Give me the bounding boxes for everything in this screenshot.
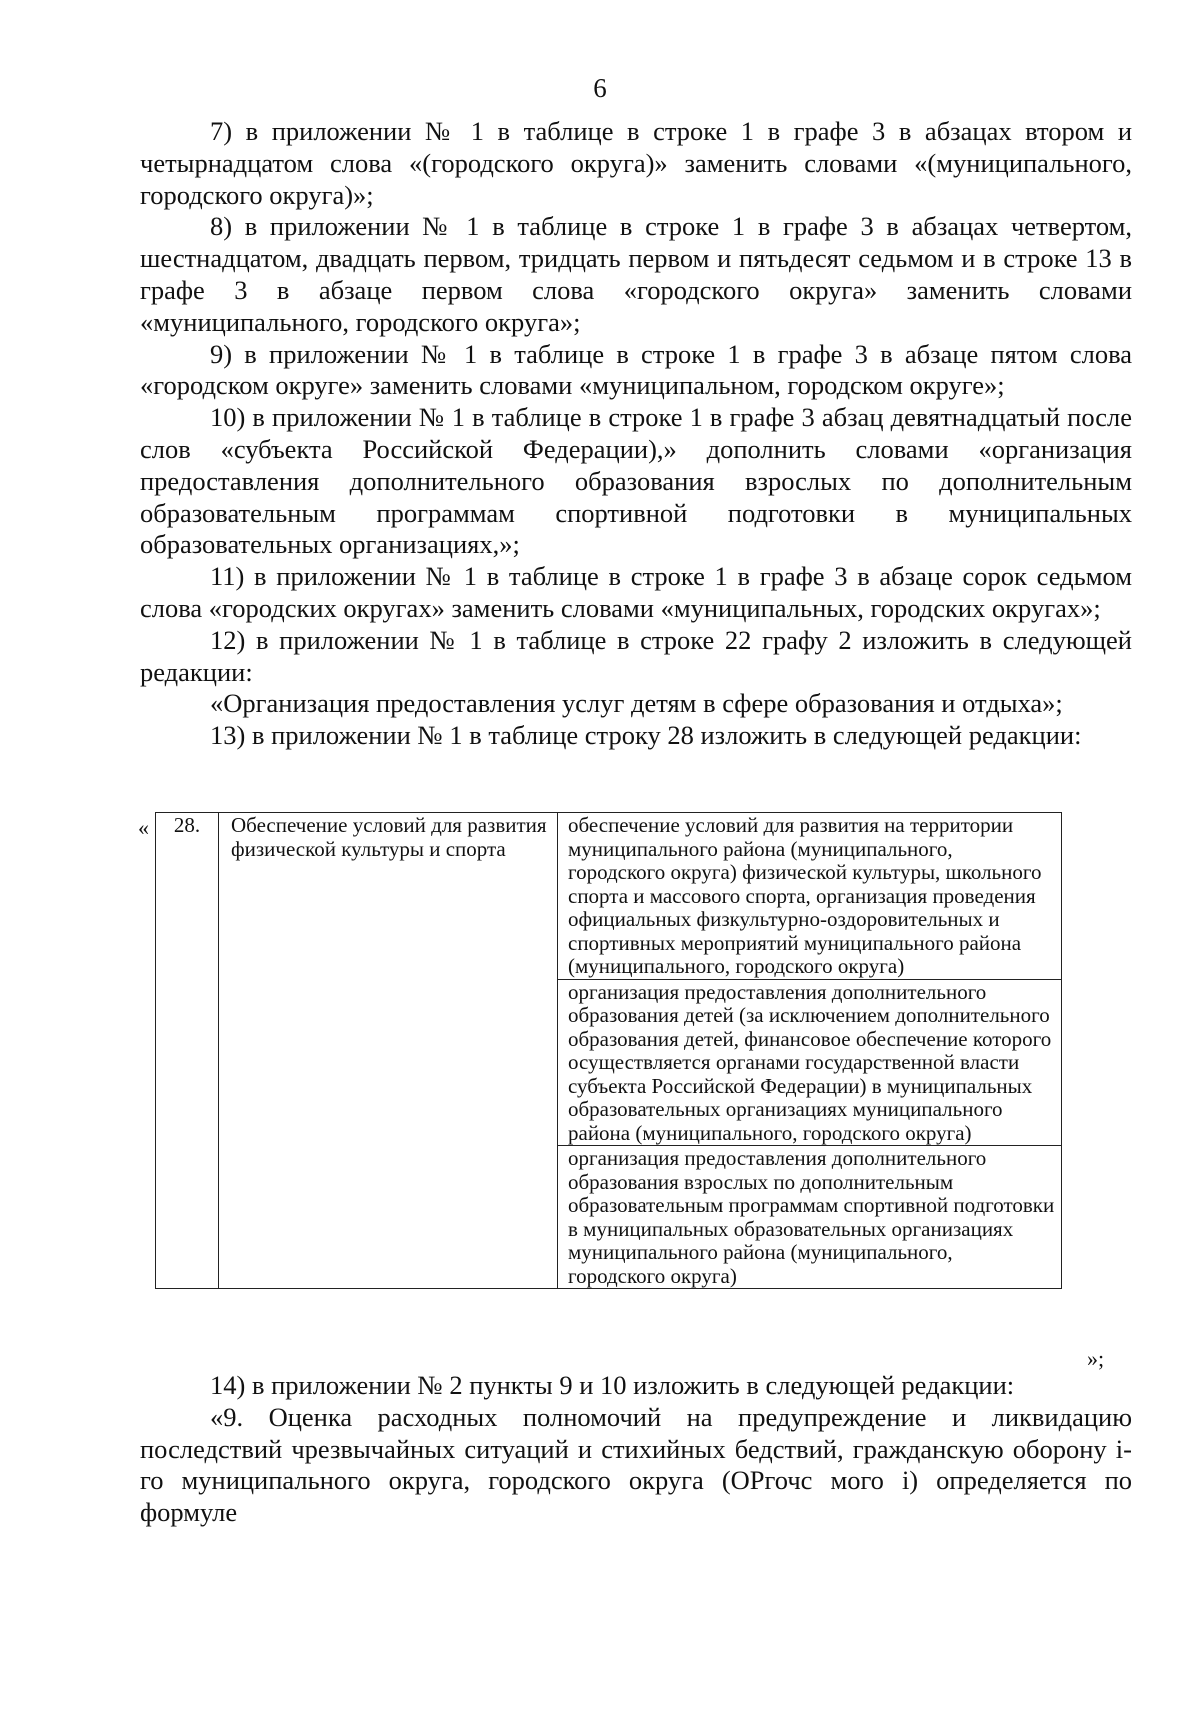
amendment-paragraph-8: 8) в приложении № 1 в таблице в строке 1 в графе 3 в абзацах четвертом, шестнадцатом, двадцать первом, тридцать первом и пятьдесят седьмом и в строке 13 в графе 3 в абзаце первом слова «городского округа» заменить словами «муниципального, городского округа»;: [140, 211, 1132, 337]
new-item-9-text: «9. Оценка расходных полномочий на предупреждение и ликвидацию последствий чрезвычайных ситуаций и стихийных бедствий, гражданскую оборону i-го муниципального округа, городского округа (ОРгочс мого i) определяется по формуле: [140, 1401, 1132, 1528]
powers-cell-2: организация предоставления дополнительного образования детей (за исключением дополнительного образования детей, финансовое обеспечение которого осуществляется органами государственной власти субъекта Российской Федерации) в муниципальных образовательных организациях муниципального района (муниципального, городского округа): [558, 979, 1062, 1146]
amendment-paragraph-14: 14) в приложении № 2 пункты 9 и 10 изложить в следующей редакции:: [210, 1370, 1015, 1400]
row-number-cell: 28.: [156, 813, 219, 1289]
powers-cell-3: организация предоставления дополнительного образования взрослых по дополнительным образовательным программам спортивной подготовки в муниципальных образовательных организациях муниципального района (муниципального, городского округа): [558, 1146, 1062, 1289]
page-number: 6: [593, 73, 607, 103]
table-close-quote: »;: [1087, 1346, 1105, 1371]
amendment-table: [155, 812, 1062, 1289]
amendment-paragraph-9: 9) в приложении № 1 в таблице в строке 1 в графе 3 в абзаце пятом слова «городском округе» заменить словами «муниципальном, городском округе»;: [140, 338, 1132, 401]
following-amendments: [140, 1370, 1132, 1529]
table-row: [156, 813, 1062, 980]
amendment-paragraph-13: 13) в приложении № 1 в таблице строку 28 изложить в следующей редакции:: [210, 720, 1082, 751]
amendment-paragraph-12: 12) в приложении № 1 в таблице в строке 22 графу 2 изложить в следующей редакции:: [140, 624, 1132, 687]
amendment-paragraph-11: 11) в приложении № 1 в таблице в строке 1 в графе 3 в абзаце сорок седьмом слова «городских округах» заменить словами «муниципальных, городских округах»;: [140, 561, 1132, 623]
table-open-quote: «: [138, 815, 149, 840]
amendments-list: [140, 116, 1132, 752]
row-name-cell: Обеспечение условий для развития физической культуры и спорта: [219, 813, 558, 1289]
amendment-paragraph-7: 7) в приложении № 1 в таблице в строке 1 в графе 3 в абзацах втором и четырнадцатом слова «(городского округа)» заменить словами «(муниципального, городского округа)»;: [140, 116, 1132, 210]
replacement-row-table: [138, 812, 1138, 1368]
amendment-paragraph-10: 10) в приложении № 1 в таблице в строке 1 в графе 3 абзац девятнадцатый после слов «субъекта Российской Федерации),» дополнить словами «организация предоставления дополнительного образования взрослых по дополнительным образовательным программам спортивной подготовки в муниципальных образовательных организациях,»;: [140, 402, 1132, 560]
powers-cell-1: обеспечение условий для развития на территории муниципального района (муниципального, городского округа) физической культуры, школьного спорта и массового спорта, организация проведения официальных физкультурно-оздоровительных и спортивных мероприятий муниципального района (муниципального, городского округа): [558, 813, 1062, 980]
quoted-new-wording: «Организация предоставления услуг детям в сфере образования и отдыха»;: [210, 688, 1063, 719]
